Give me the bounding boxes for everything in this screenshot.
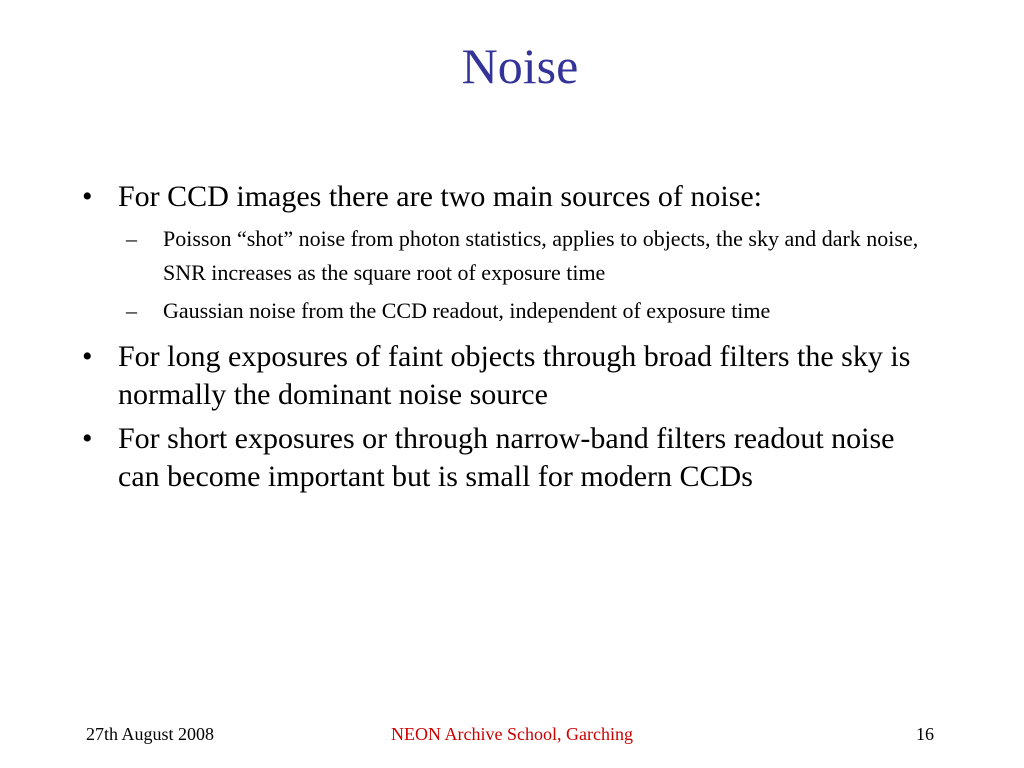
sub-bullet-list: [82, 222, 942, 328]
bullet-item: [82, 420, 942, 496]
bullet-marker: •: [82, 422, 93, 455]
slide-title: Noise: [461, 38, 579, 94]
footer-event: NEON Archive School, Garching: [391, 724, 633, 744]
sub-bullet-text: Poisson “shot” noise from photon statistics, applies to objects, the sky and dark noise, SNR increases as the square root of exposure time: [163, 226, 919, 285]
sub-bullet-text: Gaussian noise from the CCD readout, independent of exposure time: [163, 298, 771, 323]
bullet-marker: •: [82, 340, 93, 373]
bullet-list: [82, 178, 942, 502]
page-number: 16: [916, 724, 934, 744]
sub-bullet-item: [126, 222, 942, 290]
bullet-text: For CCD images there are two main sources of noise:: [118, 180, 763, 213]
bullet-item: [82, 338, 942, 414]
sub-bullet-item: [126, 294, 942, 328]
bullet-item: [82, 178, 942, 216]
sub-bullet-marker: –: [126, 298, 137, 323]
bullet-marker: •: [82, 180, 93, 213]
bullet-text: For short exposures or through narrow-band filters readout noise can become important but is small for modern CCDs: [118, 422, 895, 493]
footer-date: 27th August 2008: [86, 724, 215, 744]
sub-bullet-marker: –: [126, 226, 137, 251]
bullet-text: For long exposures of faint objects through broad filters the sky is normally the dominant noise source: [118, 340, 911, 411]
